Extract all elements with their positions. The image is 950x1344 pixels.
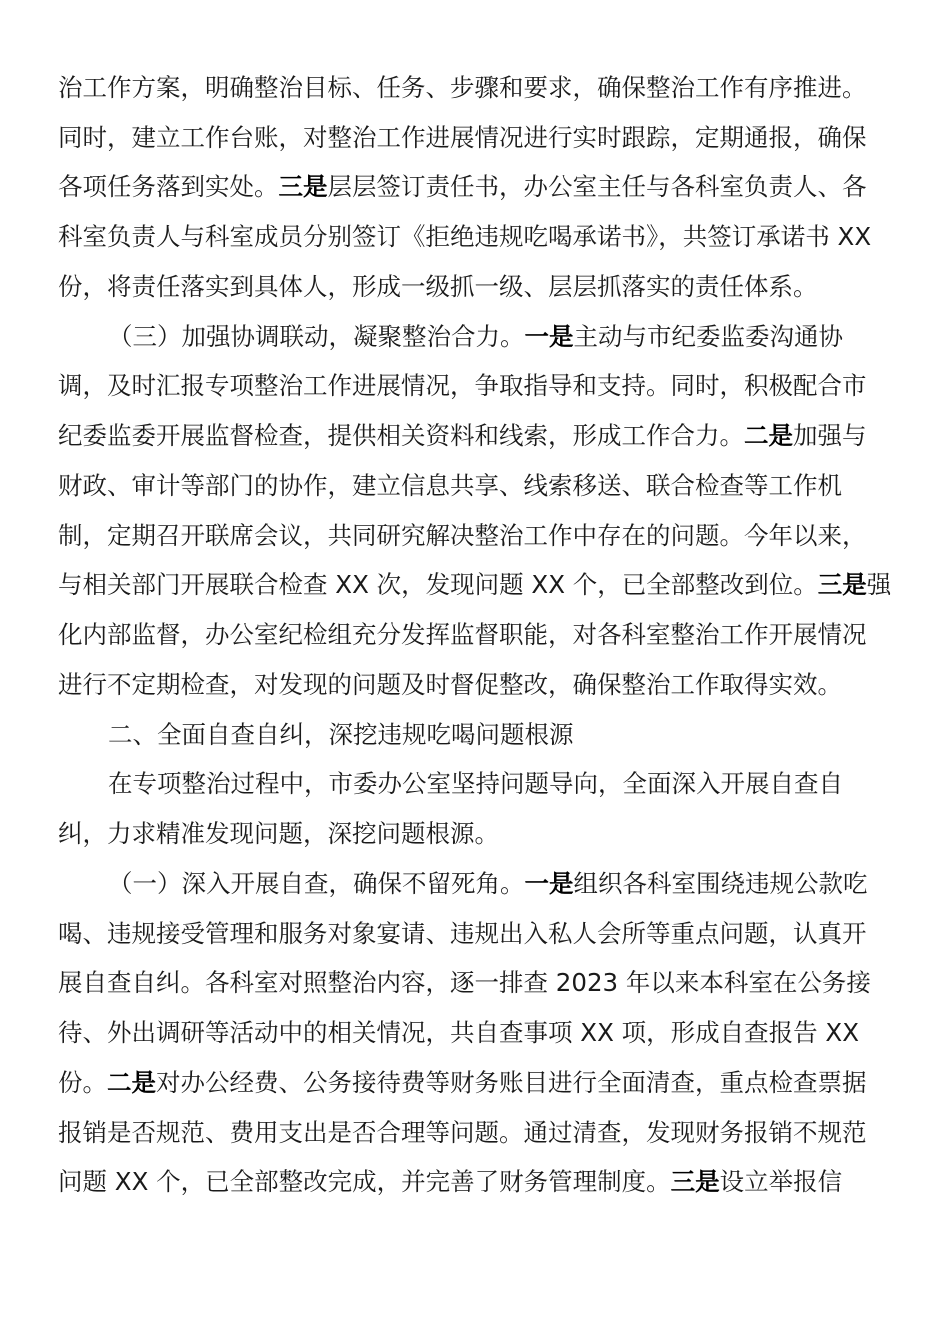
text-run: 纪委监委开展监督检查，提供相关资料和线索，形成工作合力。	[58, 421, 744, 450]
text-run: 设立举报信	[719, 1167, 843, 1196]
text-run: 科室负责人与科室成员分别签订《拒绝违规吃喝承诺书》，共签订承诺书 XX	[58, 222, 872, 251]
text-run: 份，将责任落实到具体人，形成一级抓一级、层层抓落实的责任体系。	[58, 272, 818, 301]
text-run: 展自查自纠。各科室对照整治内容，逐一排查 2023 年以来本科室在公务接	[58, 968, 871, 997]
bold-keyword: 二是	[744, 421, 793, 450]
paragraph-line-19	[58, 965, 871, 1001]
paragraph-line-3	[58, 169, 867, 205]
text-run: 报销是否规范、费用支出是否合理等问题。通过清查，发现财务报销不规范	[58, 1118, 867, 1147]
chapter-heading-2	[108, 717, 574, 753]
bold-keyword: 三是	[670, 1167, 720, 1196]
paragraph-line-11	[58, 567, 891, 603]
paragraph-line-9	[58, 468, 842, 504]
text-run: （三）加强协调联动，凝聚整治合力。	[108, 322, 525, 351]
text-run: 治工作方案，明确整治目标、任务、步骤和要求，确保整治工作有序推进。	[58, 73, 867, 102]
text-run: 加强与	[793, 421, 867, 450]
text-run: 纠，力求精准发现问题，深挖问题根源。	[58, 819, 499, 848]
paragraph-line-10	[58, 518, 867, 554]
paragraph-line-4	[58, 219, 871, 255]
bold-keyword: 三是	[278, 172, 328, 201]
text-run: 与相关部门开展联合检查 XX 次，发现问题 XX 个，已全部整改到位。	[58, 570, 818, 599]
bold-keyword: 一是	[524, 869, 574, 898]
text-run: 问题 XX 个，已全部整改完成，并完善了财务管理制度。	[58, 1167, 671, 1196]
text-run: 层层签订责任书，办公室主任与各科室负责人、各	[327, 172, 867, 201]
paragraph-line-18	[58, 916, 867, 952]
paragraph-line-15	[108, 766, 843, 802]
text-run: 各项任务落到实处。	[58, 172, 279, 201]
text-run: 主动与市纪委监委沟通协	[573, 322, 843, 351]
paragraph-line-20	[58, 1015, 859, 1051]
paragraph-line-5	[58, 269, 818, 305]
text-run: 待、外出调研等活动中的相关情况，共自查事项 XX 项，形成自查报告 XX	[58, 1018, 859, 1047]
text-run: 喝、违规接受管理和服务对象宴请、违规出入私人会所等重点问题，认真开	[58, 919, 867, 948]
section-heading-3	[108, 319, 843, 355]
text-run: 对办公经费、公务接待费等财务账目进行全面清查，重点检查票据	[156, 1068, 867, 1097]
text-run: 制，定期召开联席会议，共同研究解决整治工作中存在的问题。今年以来，	[58, 521, 867, 550]
paragraph-line-8	[58, 418, 867, 454]
text-run: 财政、审计等部门的协作，建立信息共享、线索移送、联合检查等工作机	[58, 471, 842, 500]
paragraph-line-21	[58, 1065, 867, 1101]
bold-keyword: 一是	[524, 322, 574, 351]
paragraph-line-12	[58, 617, 867, 653]
text-run: 在专项整治过程中，市委办公室坚持问题导向，全面深入开展自查自	[108, 769, 843, 798]
paragraph-line-13	[58, 667, 842, 703]
text-run: 化内部监督，办公室纪检组充分发挥监督职能，对各科室整治工作开展情况	[58, 620, 867, 649]
paragraph-line-23	[58, 1164, 842, 1200]
text-run: 强	[866, 570, 892, 599]
text-run: 进行不定期检查，对发现的问题及时督促整改，确保整治工作取得实效。	[58, 670, 842, 699]
paragraph-line-2	[58, 120, 867, 156]
text-run: （一）深入开展自查，确保不留死角。	[108, 869, 525, 898]
text-run: 同时，建立工作台账，对整治工作进展情况进行实时跟踪，定期通报，确保	[58, 123, 867, 152]
section-heading-1	[108, 866, 868, 902]
text-run: 二、全面自查自纠，深挖违规吃喝问题根源	[108, 720, 574, 749]
bold-keyword: 二是	[107, 1068, 156, 1097]
paragraph-line-22	[58, 1115, 867, 1151]
text-run: 调，及时汇报专项整治工作进展情况，争取指导和支持。同时，积极配合市	[58, 371, 867, 400]
paragraph-line-7	[58, 368, 867, 404]
bold-keyword: 三是	[817, 570, 867, 599]
paragraph-line-1	[58, 70, 867, 106]
text-run: 份。	[58, 1068, 107, 1097]
text-run: 组织各科室围绕违规公款吃	[573, 869, 868, 898]
paragraph-line-16	[58, 816, 499, 852]
